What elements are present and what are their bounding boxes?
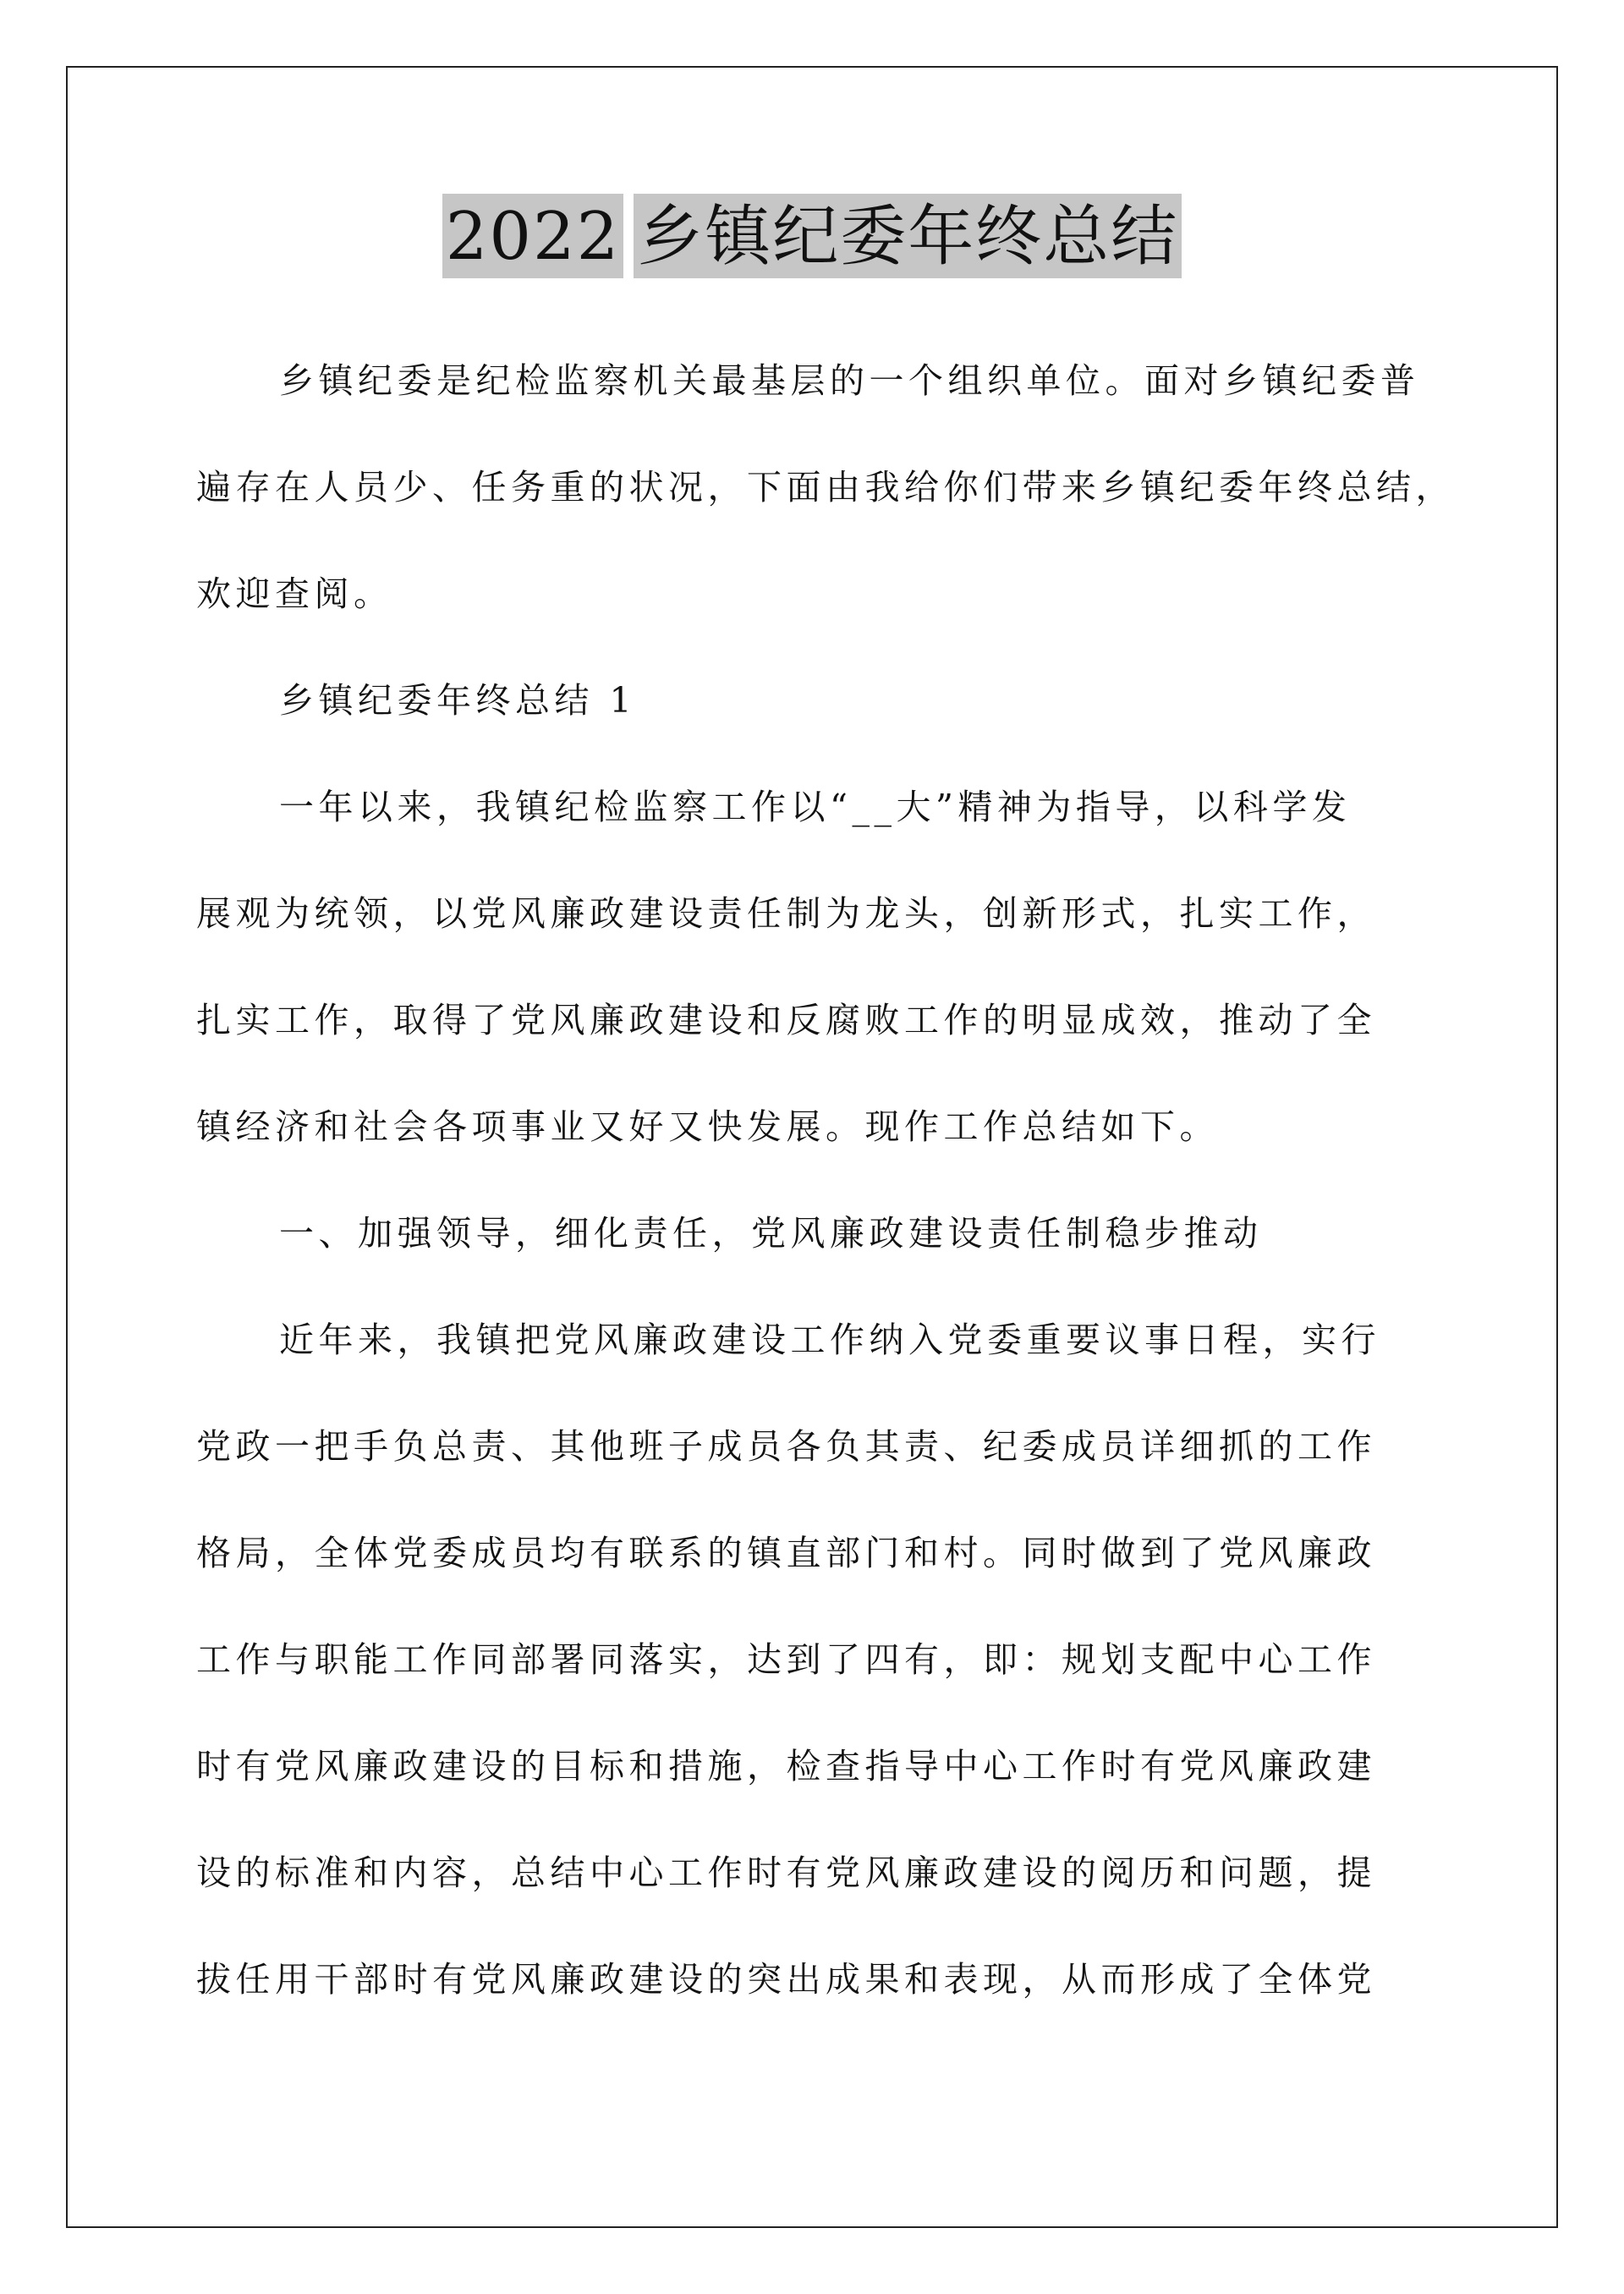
paragraph-line: 一年以来，我镇纪检监察工作以“__大”精神为指导，以科学发 [279,787,1352,827]
section-heading: 乡镇纪委年终总结 1 [279,680,637,721]
paragraph-line: 遍存在人员少、任务重的状况，下面由我给你们带来乡镇纪委年终总结， [196,467,1455,508]
document-title [0,195,1624,279]
paragraph-line: 工作与职能工作同部署同落实，达到了四有，即：规划支配中心工作 [196,1639,1376,1680]
paragraph-line: 扎实工作，取得了党风廉政建设和反腐败工作的明显成效，推动了全 [196,1000,1376,1040]
subsection-heading: 一、加强领导，细化责任，党风廉政建设责任制稳步推动 [279,1213,1263,1254]
paragraph-line: 时有党风廉政建设的目标和措施，检查指导中心工作时有党风廉政建 [196,1746,1376,1786]
paragraph-line: 欢迎查阅。 [196,574,393,614]
paragraph-line: 近年来，我镇把党风廉政建设工作纳入党委重要议事日程，实行 [279,1320,1380,1360]
title-text: 乡镇纪委年终总结 [634,194,1182,278]
paragraph-line: 镇经济和社会各项事业又好又快发展。现作工作总结如下。 [196,1106,1219,1147]
paragraph-line: 展观为统领，以党风廉政建设责任制为龙头，创新形式，扎实工作， [196,893,1376,934]
title-year: 2022 [442,194,624,278]
paragraph-line: 设的标准和内容，总结中心工作时有党风廉政建设的阅历和问题，提 [196,1852,1376,1893]
paragraph-line: 乡镇纪委是纪检监察机关最基层的一个组织单位。面对乡镇纪委普 [279,360,1420,401]
paragraph-line: 党政一把手负总责、其他班子成员各负其责、纪委成员详细抓的工作 [196,1426,1376,1467]
paragraph-line: 拔任用干部时有党风廉政建设的突出成果和表现，从而形成了全体党 [196,1959,1376,2000]
paragraph-line: 格局，全体党委成员均有联系的镇直部门和村。同时做到了党风廉政 [196,1533,1376,1573]
